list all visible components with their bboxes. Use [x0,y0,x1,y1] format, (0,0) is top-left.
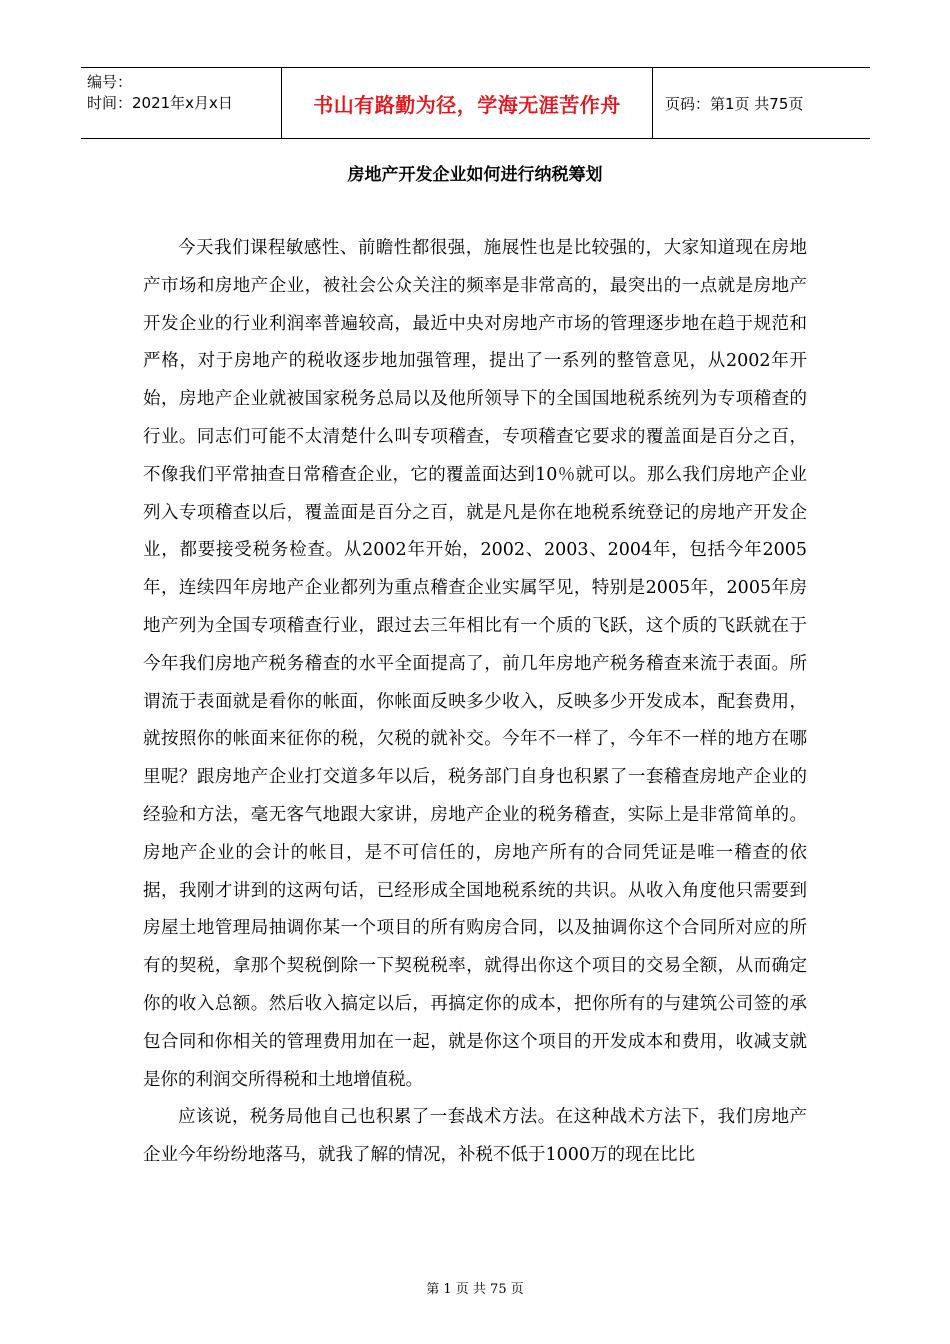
header-page-info: 页码：第1页 共75页 [665,94,804,113]
serial-label: 编号： [87,73,133,91]
paragraph: 今天我们课程敏感性、前瞻性都很强，施展性也是比较强的，大家知道现在房地产市场和房地产企业，被社会公众关注的频率是非常高的，最突出的一点就是房地产开发企业的行业利润率普遍较高，最近中央对房地产市场的管理逐步地在趋于规范和严格，对于房地产的税收逐步地加强管理，提出了一系列的整管意见，从2002年开始，房地产企业就被国家税务总局以及他所领导下的全国国地税系统列为专项稽查的行业。同志们可能不太清楚什么叫专项稽查，专项稽查它要求的覆盖面是百分之百，不像我们平常抽查日常稽查企业，它的覆盖面达到10％就可以。那么我们房地产企业列入专项稽查以后，覆盖面是百分之百，就是凡是你在地税系统登记的房地产开发企业，都要接受税务检查。从2002年开始，2002、2003、2004年，包括今年2005年，连续四年房地产企业都列为重点稽查企业实属罕见，特别是2005年，2005年房地产列为全国专项稽查行业，跟过去三年相比有一个质的飞跃，这个质的飞跃就在于今年我们房地产税务稽查的水平全面提高了，前几年房地产税务稽查来流于表面。所谓流于表面就是看你的帐面，你帐面反映多少收入，反映多少开发成本，配套费用，就按照你的帐面来征你的税，欠税的就补交。今年不一样了，今年不一样的地方在哪里呢？跟房地产企业打交道多年以后，税务部门自身也积累了一套稽查房地产企业的经验和方法，毫无客气地跟大家讲，房地产企业的税务稽查，实际上是非常简单的。房地产企业的会计的帐目，是不可信任的，房地产所有的合同凭证是唯一稽查的依据，我刚才讲到的这两句话，已经形成全国地税系统的共识。从收入角度他只需要到房屋土地管理局抽调你某一个项目的所有购房合同，以及抽调你这个合同所对应的所有的契税，拿那个契税倒除一下契税税率，就得出你这个项目的交易全额，从而确定你的收入总额。然后收入搞定以后，再搞定你的成本，把你所有的与建筑公司签的承包合同和你相关的管理费用加在一起，就是你这个项目的开发成本和费用，收减支就是你的利润交所得税和土地增值税。 [143,238,807,1090]
header-motto: 书山有路勤为径，学海无涯苦作舟 [281,68,653,138]
page-footer: 第 1 页 共 75 页 [426,1282,524,1297]
document-title: 房地产开发企业如何进行纳税筹划 [347,165,603,185]
document-body [143,230,807,1175]
time-label: 时间：2021年x月x日 [87,94,233,112]
page-header [81,67,870,139]
header-meta [81,68,281,138]
paragraph: 应该说，税务局他自己也积累了一套战术方法。在这种战术方法下，我们房地产企业今年纷纷地落马，就我了解的情况，补税不低于1000万的现在比比 [143,1107,807,1166]
